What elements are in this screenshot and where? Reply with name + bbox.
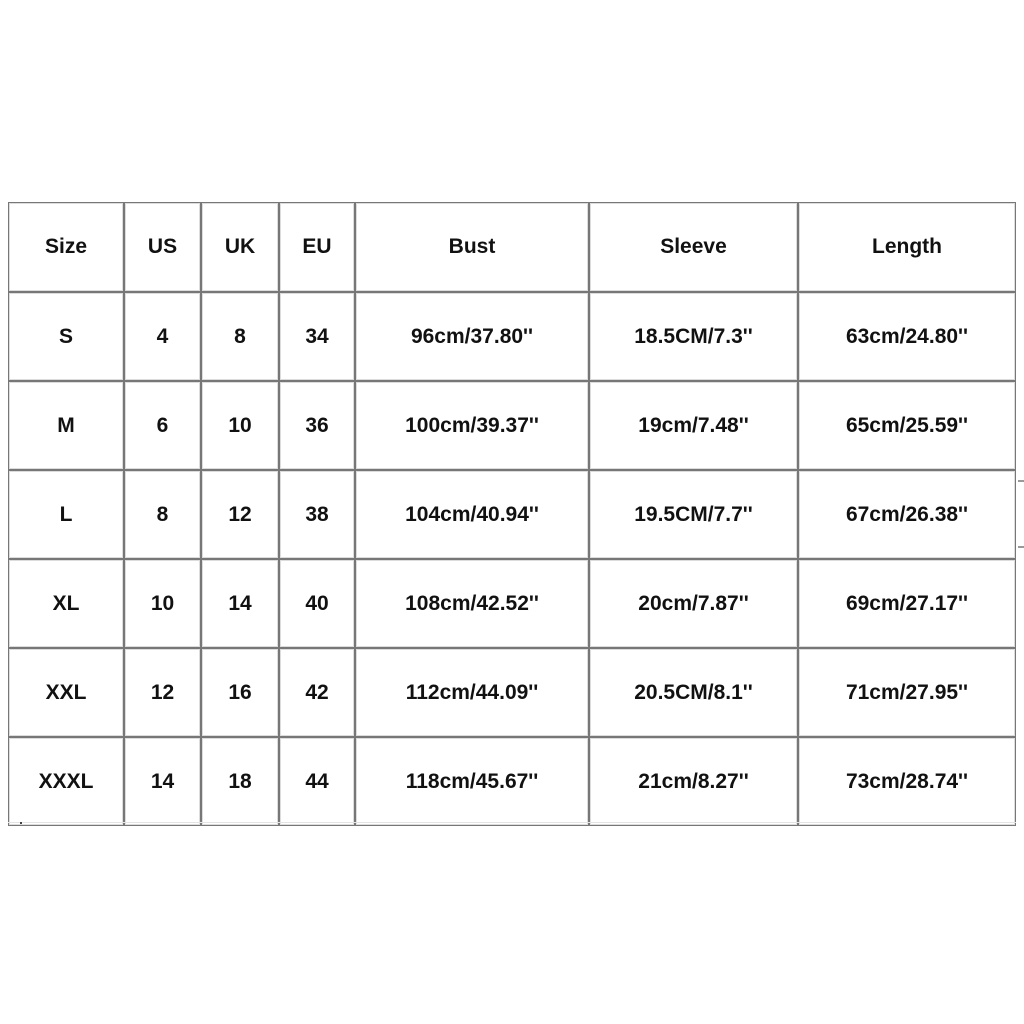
cell-size: M (8, 381, 124, 470)
cell-sleeve: 20.5CM/8.1'' (589, 648, 798, 737)
cell-size: XXL (8, 648, 124, 737)
cell-sleeve: 21cm/8.27'' (589, 737, 798, 826)
cell-eu: 44 (279, 737, 355, 826)
cell-bust: 118cm/45.67'' (355, 737, 589, 826)
header-eu: EU (279, 202, 355, 292)
cell-us: 12 (124, 648, 201, 737)
cell-us: 14 (124, 737, 201, 826)
cell-length: 69cm/27.17'' (798, 559, 1016, 648)
cell-length: 65cm/25.59'' (798, 381, 1016, 470)
cell-eu: 36 (279, 381, 355, 470)
cell-sleeve: 19cm/7.48'' (589, 381, 798, 470)
cell-eu: 38 (279, 470, 355, 559)
cell-length: 67cm/26.38'' (798, 470, 1016, 559)
header-size: Size (8, 202, 124, 292)
cell-length: 73cm/28.74'' (798, 737, 1016, 826)
cell-uk: 16 (201, 648, 279, 737)
cell-eu: 42 (279, 648, 355, 737)
cell-bust: 108cm/42.52'' (355, 559, 589, 648)
cell-uk: 12 (201, 470, 279, 559)
cell-eu: 40 (279, 559, 355, 648)
cell-bust: 112cm/44.09'' (355, 648, 589, 737)
image-artifact (1018, 480, 1024, 482)
table-row (8, 292, 1016, 381)
image-artifact (20, 822, 22, 824)
header-uk: UK (201, 202, 279, 292)
cell-length: 63cm/24.80'' (798, 292, 1016, 381)
cell-uk: 8 (201, 292, 279, 381)
cell-us: 6 (124, 381, 201, 470)
cell-size: XXXL (8, 737, 124, 826)
cell-eu: 34 (279, 292, 355, 381)
table-row (8, 559, 1016, 648)
table-row (8, 648, 1016, 737)
header-length: Length (798, 202, 1016, 292)
cell-size: L (8, 470, 124, 559)
cell-uk: 18 (201, 737, 279, 826)
table-header-row (8, 202, 1016, 292)
header-sleeve: Sleeve (589, 202, 798, 292)
table-bottom-rule (8, 822, 1016, 823)
cell-sleeve: 20cm/7.87'' (589, 559, 798, 648)
cell-us: 8 (124, 470, 201, 559)
cell-uk: 10 (201, 381, 279, 470)
cell-bust: 96cm/37.80'' (355, 292, 589, 381)
cell-sleeve: 19.5CM/7.7'' (589, 470, 798, 559)
header-us: US (124, 202, 201, 292)
cell-us: 10 (124, 559, 201, 648)
table-row (8, 381, 1016, 470)
header-bust: Bust (355, 202, 589, 292)
cell-sleeve: 18.5CM/7.3'' (589, 292, 798, 381)
cell-bust: 104cm/40.94'' (355, 470, 589, 559)
cell-size: XL (8, 559, 124, 648)
cell-uk: 14 (201, 559, 279, 648)
cell-length: 71cm/27.95'' (798, 648, 1016, 737)
cell-size: S (8, 292, 124, 381)
table-row (8, 470, 1016, 559)
image-artifact (1018, 546, 1024, 548)
cell-bust: 100cm/39.37'' (355, 381, 589, 470)
table-row (8, 737, 1016, 826)
size-chart-table (8, 202, 1016, 826)
cell-us: 4 (124, 292, 201, 381)
